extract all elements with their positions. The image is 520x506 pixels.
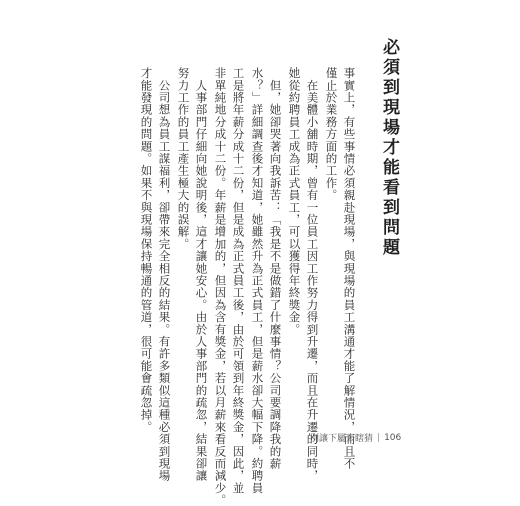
page-number: 106	[384, 432, 402, 443]
page-footer	[310, 431, 401, 444]
text-column: 努力工作的員工產生極大的誤解。	[176, 67, 191, 250]
text-column: 但，她卻哭著向我訴苦：「我是不是做錯了什麼事情？公司要調降我的薪	[268, 67, 283, 470]
text-column: 事實上，有些事情必須親赴現場，與現場的員工溝通才能了解情況，而且不	[342, 67, 357, 470]
text-column: 人事部門仔細向她說明後，這才讓她安心。由於人事部門的疏忽，結果卻讓	[194, 67, 209, 482]
text-column: 在美體小舖時期，曾有一位員工因工作努力得到升遷，而且在升遷的同時，	[305, 67, 320, 482]
text-column: 公司想為員工謀福利，卻帶來完全相反的結果。有許多類似這種必須到現場	[157, 67, 172, 482]
section-title: 必須到現場才能看到問題	[379, 38, 399, 258]
text-column: 僅止於業務方面的工作。	[324, 67, 339, 202]
running-title: 別讓下屬去瞎猜	[310, 434, 374, 444]
text-column: 水？」詳細調查後才知道，她雖然升為正式員工，但是薪水卻大幅下降。約聘員	[250, 67, 265, 494]
footer-separator: |	[377, 432, 381, 443]
text-column: 才能發現的問題。如果不與現場保持暢通的管道，很可能會疏忽掉。	[139, 67, 154, 433]
text-column: 非單純地分成十二份。年薪是增加的，但因為含有獎金，若以月薪來看反而減少。	[213, 67, 228, 506]
text-column: 工是將年薪分成十二份，但是成為正式員工後，由於可領到年終獎金，因此，並	[231, 67, 246, 494]
text-column: 她從約聘員工成為正式員工，可以獲得年終獎金。	[287, 67, 302, 336]
